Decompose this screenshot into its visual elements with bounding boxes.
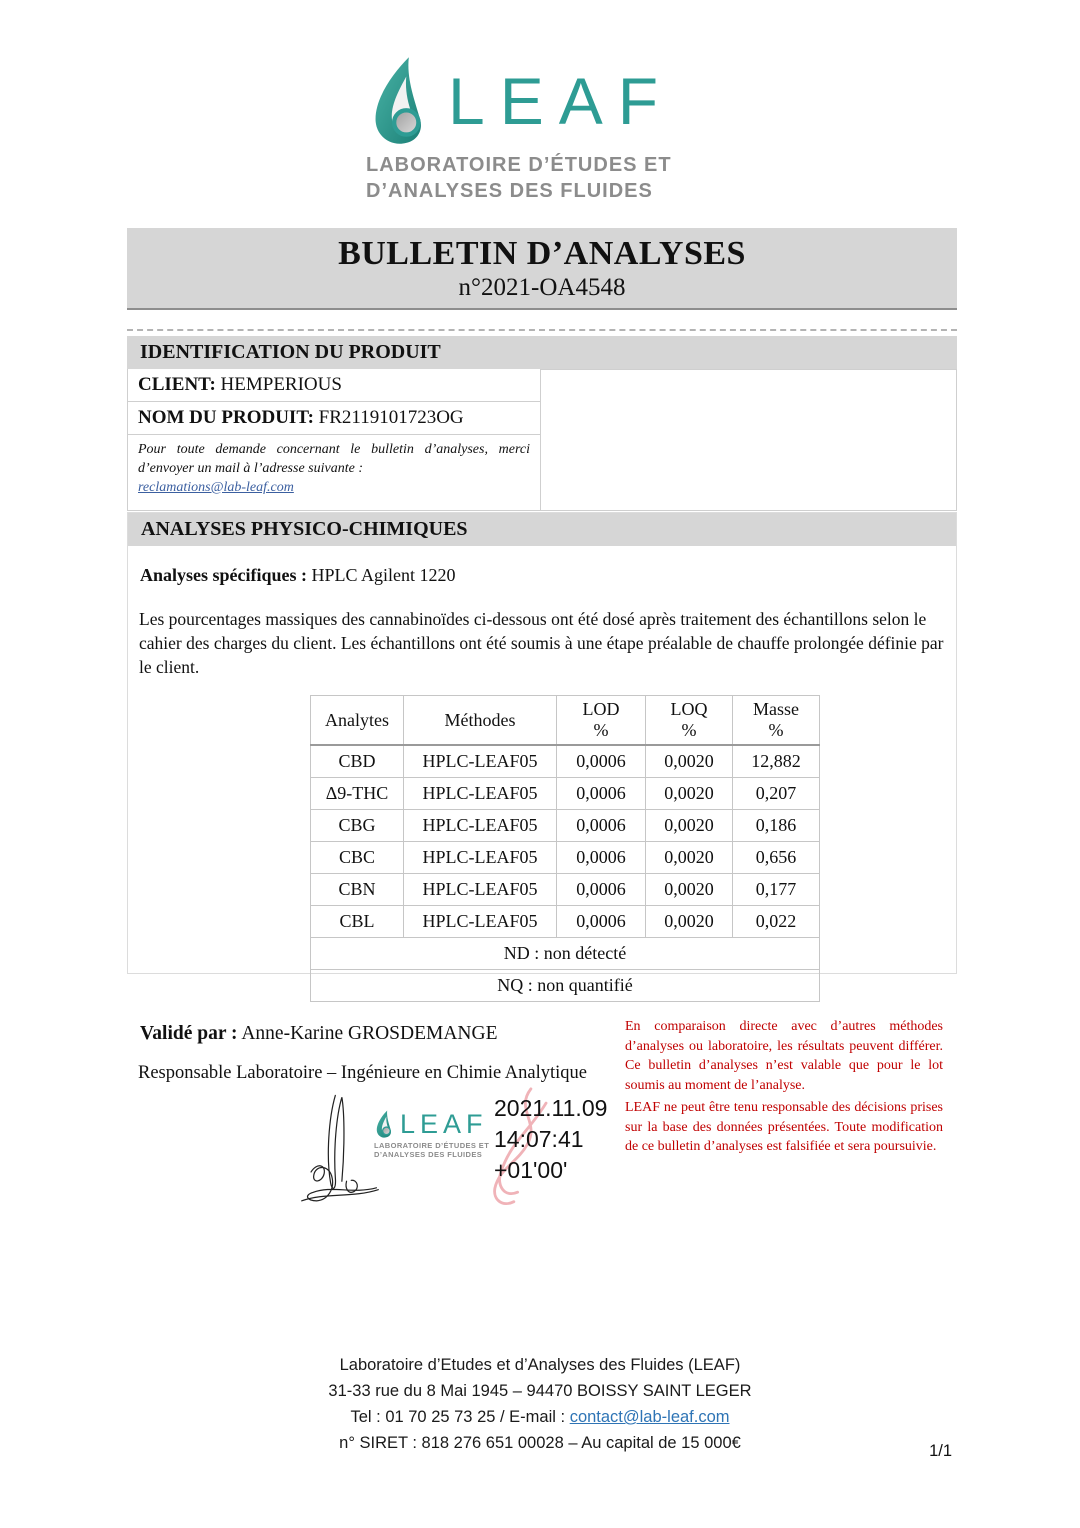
- nq-note: NQ : non quantifié: [311, 970, 820, 1002]
- cell-analyte: CBL: [311, 906, 404, 938]
- table-row: [311, 745, 820, 778]
- product-label: NOM DU PRODUIT:: [138, 407, 314, 428]
- cell-mass: 0,186: [733, 810, 820, 842]
- bulletin-number: n°2021-OA4548: [458, 274, 626, 301]
- identification-section-header: IDENTIFICATION DU PRODUIT: [127, 336, 957, 369]
- cell-lod: 0,0006: [557, 778, 646, 810]
- footer-tel: Tel : 01 70 25 73 25 / E-mail :: [350, 1408, 570, 1426]
- analyses-section: [127, 512, 957, 996]
- cell-mass: 0,656: [733, 842, 820, 874]
- nq-note-row: [311, 970, 820, 1002]
- cell-loq: 0,0020: [646, 778, 733, 810]
- cell-mass: 12,882: [733, 745, 820, 778]
- column-header-lod: [557, 696, 646, 746]
- product-row: [128, 402, 540, 435]
- cell-method: HPLC-LEAF05: [404, 874, 557, 906]
- cell-lod: 0,0006: [557, 842, 646, 874]
- cell-mass: 0,177: [733, 874, 820, 906]
- identification-empty-box: [540, 369, 957, 511]
- timestamp-time: 14:07:41: [494, 1126, 584, 1152]
- specific-analyses-value: HPLC Agilent 1220: [311, 565, 456, 585]
- cell-loq: 0,0020: [646, 906, 733, 938]
- bulletin-title-bar: [127, 228, 957, 310]
- footer: [0, 1352, 1080, 1456]
- cell-lod: 0,0006: [557, 874, 646, 906]
- lod-label: LOD: [582, 698, 620, 719]
- cell-lod: 0,0006: [557, 745, 646, 778]
- cell-analyte: CBN: [311, 874, 404, 906]
- cell-method: HPLC-LEAF05: [404, 842, 557, 874]
- column-header-mass: [733, 696, 820, 746]
- timestamp-timezone: +01'00': [494, 1157, 568, 1183]
- cell-lod: 0,0006: [557, 906, 646, 938]
- footer-lab-name: Laboratoire d’Etudes et d’Analyses des Fluides (LEAF): [339, 1356, 741, 1374]
- dashed-separator: [127, 329, 957, 331]
- logo-wordmark: LEAF: [448, 64, 674, 138]
- contact-note: [128, 435, 540, 511]
- leaf-logo: [366, 56, 714, 204]
- analyses-section-header: ANALYSES PHYSICO-CHIMIQUES: [128, 513, 956, 546]
- disclaimer-paragraph-2: LEAF ne peut être tenu responsable des décisions prises sur la base des données présentées. Toute modification de ce bulletin d’analyses est falsifiée et sera poursuivie.: [625, 1100, 943, 1155]
- responsible-role-line: Responsable Laboratoire – Ingénieure en Chimie Analytique: [138, 1063, 588, 1083]
- loq-label: LOQ: [670, 698, 708, 719]
- signature-logo-wordmark: LEAF: [400, 1109, 488, 1139]
- footer-email-link[interactable]: contact@lab-leaf.com: [569, 1408, 730, 1426]
- product-value: FR2119101723OG: [318, 407, 464, 428]
- logo-subtitle-line1: LABORATOIRE D’ÉTUDES ET: [366, 154, 672, 176]
- cell-mass: 0,022: [733, 906, 820, 938]
- signature-scribble-icon: [298, 1088, 382, 1212]
- cell-mass: 0,207: [733, 778, 820, 810]
- contact-note-text: Pour toute demande concernant le bulletin d’analyses, merci d’envoyer un mail à l’adresse suivante :: [138, 442, 530, 476]
- client-row: [128, 369, 540, 402]
- table-row: [311, 810, 820, 842]
- signature-block: [292, 1086, 632, 1216]
- cell-method: HPLC-LEAF05: [404, 778, 557, 810]
- cell-analyte: CBG: [311, 810, 404, 842]
- disclaimer-paragraph-1: En comparaison directe avec d’autres méthodes d’analyses ou laboratoire, les résultats peuvent différer. Ce bulletin d’analyses n’est valable que pour le lot soumis au moment de l’analyse.: [625, 1019, 943, 1093]
- timestamp-date: 2021.11.09: [494, 1095, 608, 1121]
- cell-loq: 0,0020: [646, 874, 733, 906]
- cell-method: HPLC-LEAF05: [404, 745, 557, 778]
- cell-loq: 0,0020: [646, 810, 733, 842]
- cannabinoid-table: [310, 695, 820, 1002]
- cell-analyte: Δ9-THC: [311, 778, 404, 810]
- signature-logo-subtitle-line2: D’ANALYSES DES FLUIDES: [374, 1150, 483, 1159]
- leaf-drop-icon: [366, 56, 444, 148]
- cell-loq: 0,0020: [646, 842, 733, 874]
- page-number: 1/1: [929, 1442, 952, 1460]
- bulletin-title: BULLETIN D’ANALYSES: [338, 235, 746, 272]
- cell-loq: 0,0020: [646, 745, 733, 778]
- footer-siret: n° SIRET : 818 276 651 00028 – Au capital de 15 000€: [339, 1434, 741, 1452]
- specific-analyses-label: Analyses spécifiques :: [140, 565, 308, 585]
- cell-method: HPLC-LEAF05: [404, 810, 557, 842]
- nd-note: ND : non détecté: [311, 938, 820, 970]
- loq-unit: %: [681, 720, 697, 741]
- signature-timestamp: [494, 1093, 607, 1186]
- cell-analyte: CBD: [311, 745, 404, 778]
- table-row: [311, 842, 820, 874]
- cell-method: HPLC-LEAF05: [404, 906, 557, 938]
- nd-note-row: [311, 938, 820, 970]
- column-header-loq: [646, 696, 733, 746]
- mass-unit: %: [768, 720, 784, 741]
- footer-address: 31-33 rue du 8 Mai 1945 – 94470 BOISSY SAINT LEGER: [328, 1382, 752, 1400]
- client-value: HEMPERIOUS: [220, 374, 342, 395]
- specific-analyses-line: [140, 565, 956, 586]
- table-row: [311, 906, 820, 938]
- client-label: CLIENT:: [138, 374, 216, 395]
- logo-subtitle-line2: D’ANALYSES DES FLUIDES: [366, 180, 653, 202]
- analysis-description: Les pourcentages massiques des cannabinoïdes ci-dessous ont été dosé après traitement des échantillons selon le cahier des charges du client. Les échantillons ont été soumis à une étape préalable de chauffe prolongée définie par le client.: [139, 609, 944, 678]
- validated-by-line: [140, 1023, 498, 1045]
- mass-label: Masse: [753, 698, 799, 719]
- reclamations-email-link[interactable]: reclamations@lab-leaf.com: [138, 479, 294, 495]
- cell-analyte: CBC: [311, 842, 404, 874]
- table-header-row: [311, 696, 820, 746]
- table-row: [311, 778, 820, 810]
- identification-section: [127, 336, 957, 511]
- validated-by-name: Anne-Karine GROSDEMANGE: [241, 1023, 498, 1044]
- lod-unit: %: [593, 720, 609, 741]
- leaf-drop-icon-small: [374, 1110, 398, 1139]
- footer-contact-line: [0, 1404, 1080, 1430]
- column-header-methods: Méthodes: [404, 696, 557, 746]
- table-row: [311, 874, 820, 906]
- signature-logo-subtitle-line1: LABORATOIRE D’ÉTUDES ET: [374, 1141, 490, 1150]
- column-header-analytes: Analytes: [311, 696, 404, 746]
- cell-lod: 0,0006: [557, 810, 646, 842]
- validated-by-label: Validé par :: [140, 1023, 238, 1044]
